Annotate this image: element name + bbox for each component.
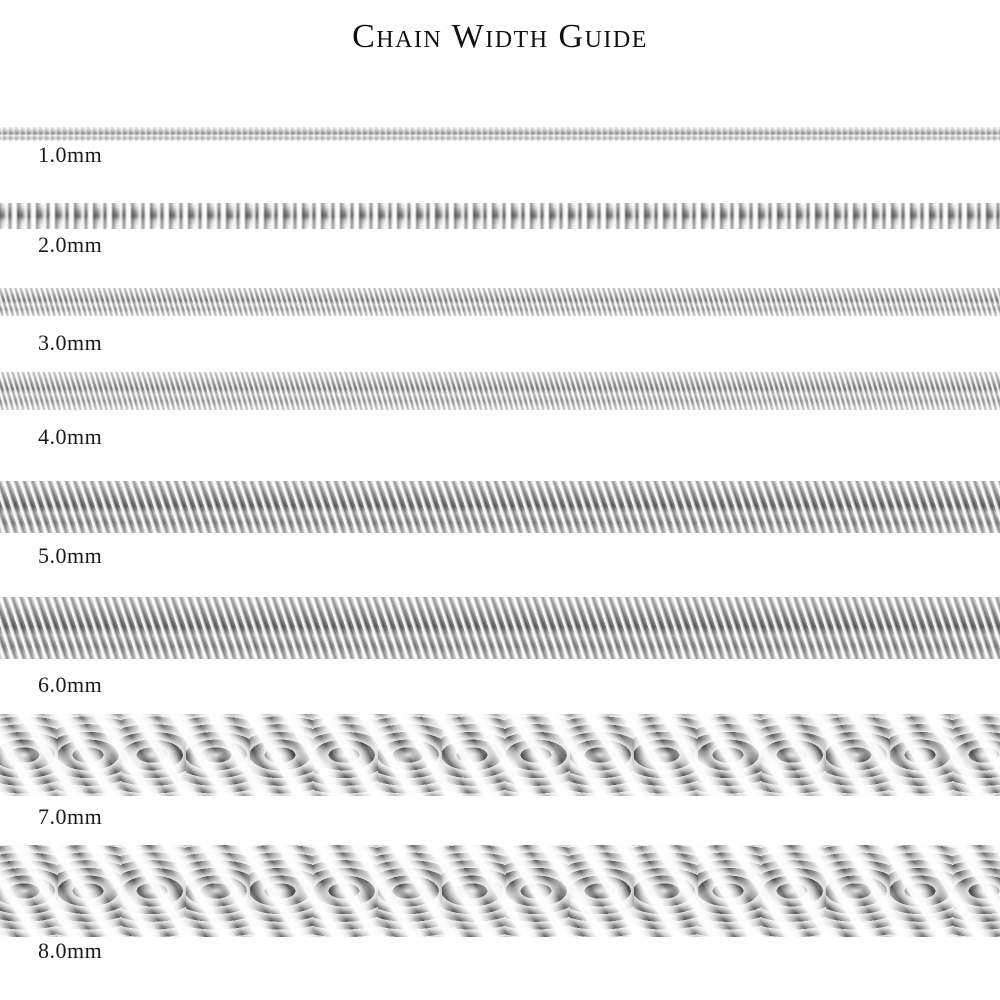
chain-image-2-0mm [0,203,1000,229]
chain-image-6-0mm [0,597,1000,659]
chain-image-3-0mm [0,288,1000,316]
chain-image-1-0mm [0,127,1000,141]
chain-image-7-0mm [0,714,1000,796]
chain-label-3-0mm: 3.0mm [38,330,103,355]
chain-label-2-0mm: 2.0mm [38,232,103,257]
chain-label-6-0mm: 6.0mm [38,672,103,697]
page-title: Chain Width Guide [352,18,648,55]
chain-image-5-0mm [0,481,1000,533]
chain-image-4-0mm [0,372,1000,410]
chain-label-4-0mm: 4.0mm [38,424,103,449]
chain-label-1-0mm: 1.0mm [38,142,103,167]
chain-label-5-0mm: 5.0mm [38,543,103,568]
chain-label-7-0mm: 7.0mm [38,804,103,829]
chain-image-8-0mm [0,845,1000,937]
chain-label-8-0mm: 8.0mm [38,938,103,963]
